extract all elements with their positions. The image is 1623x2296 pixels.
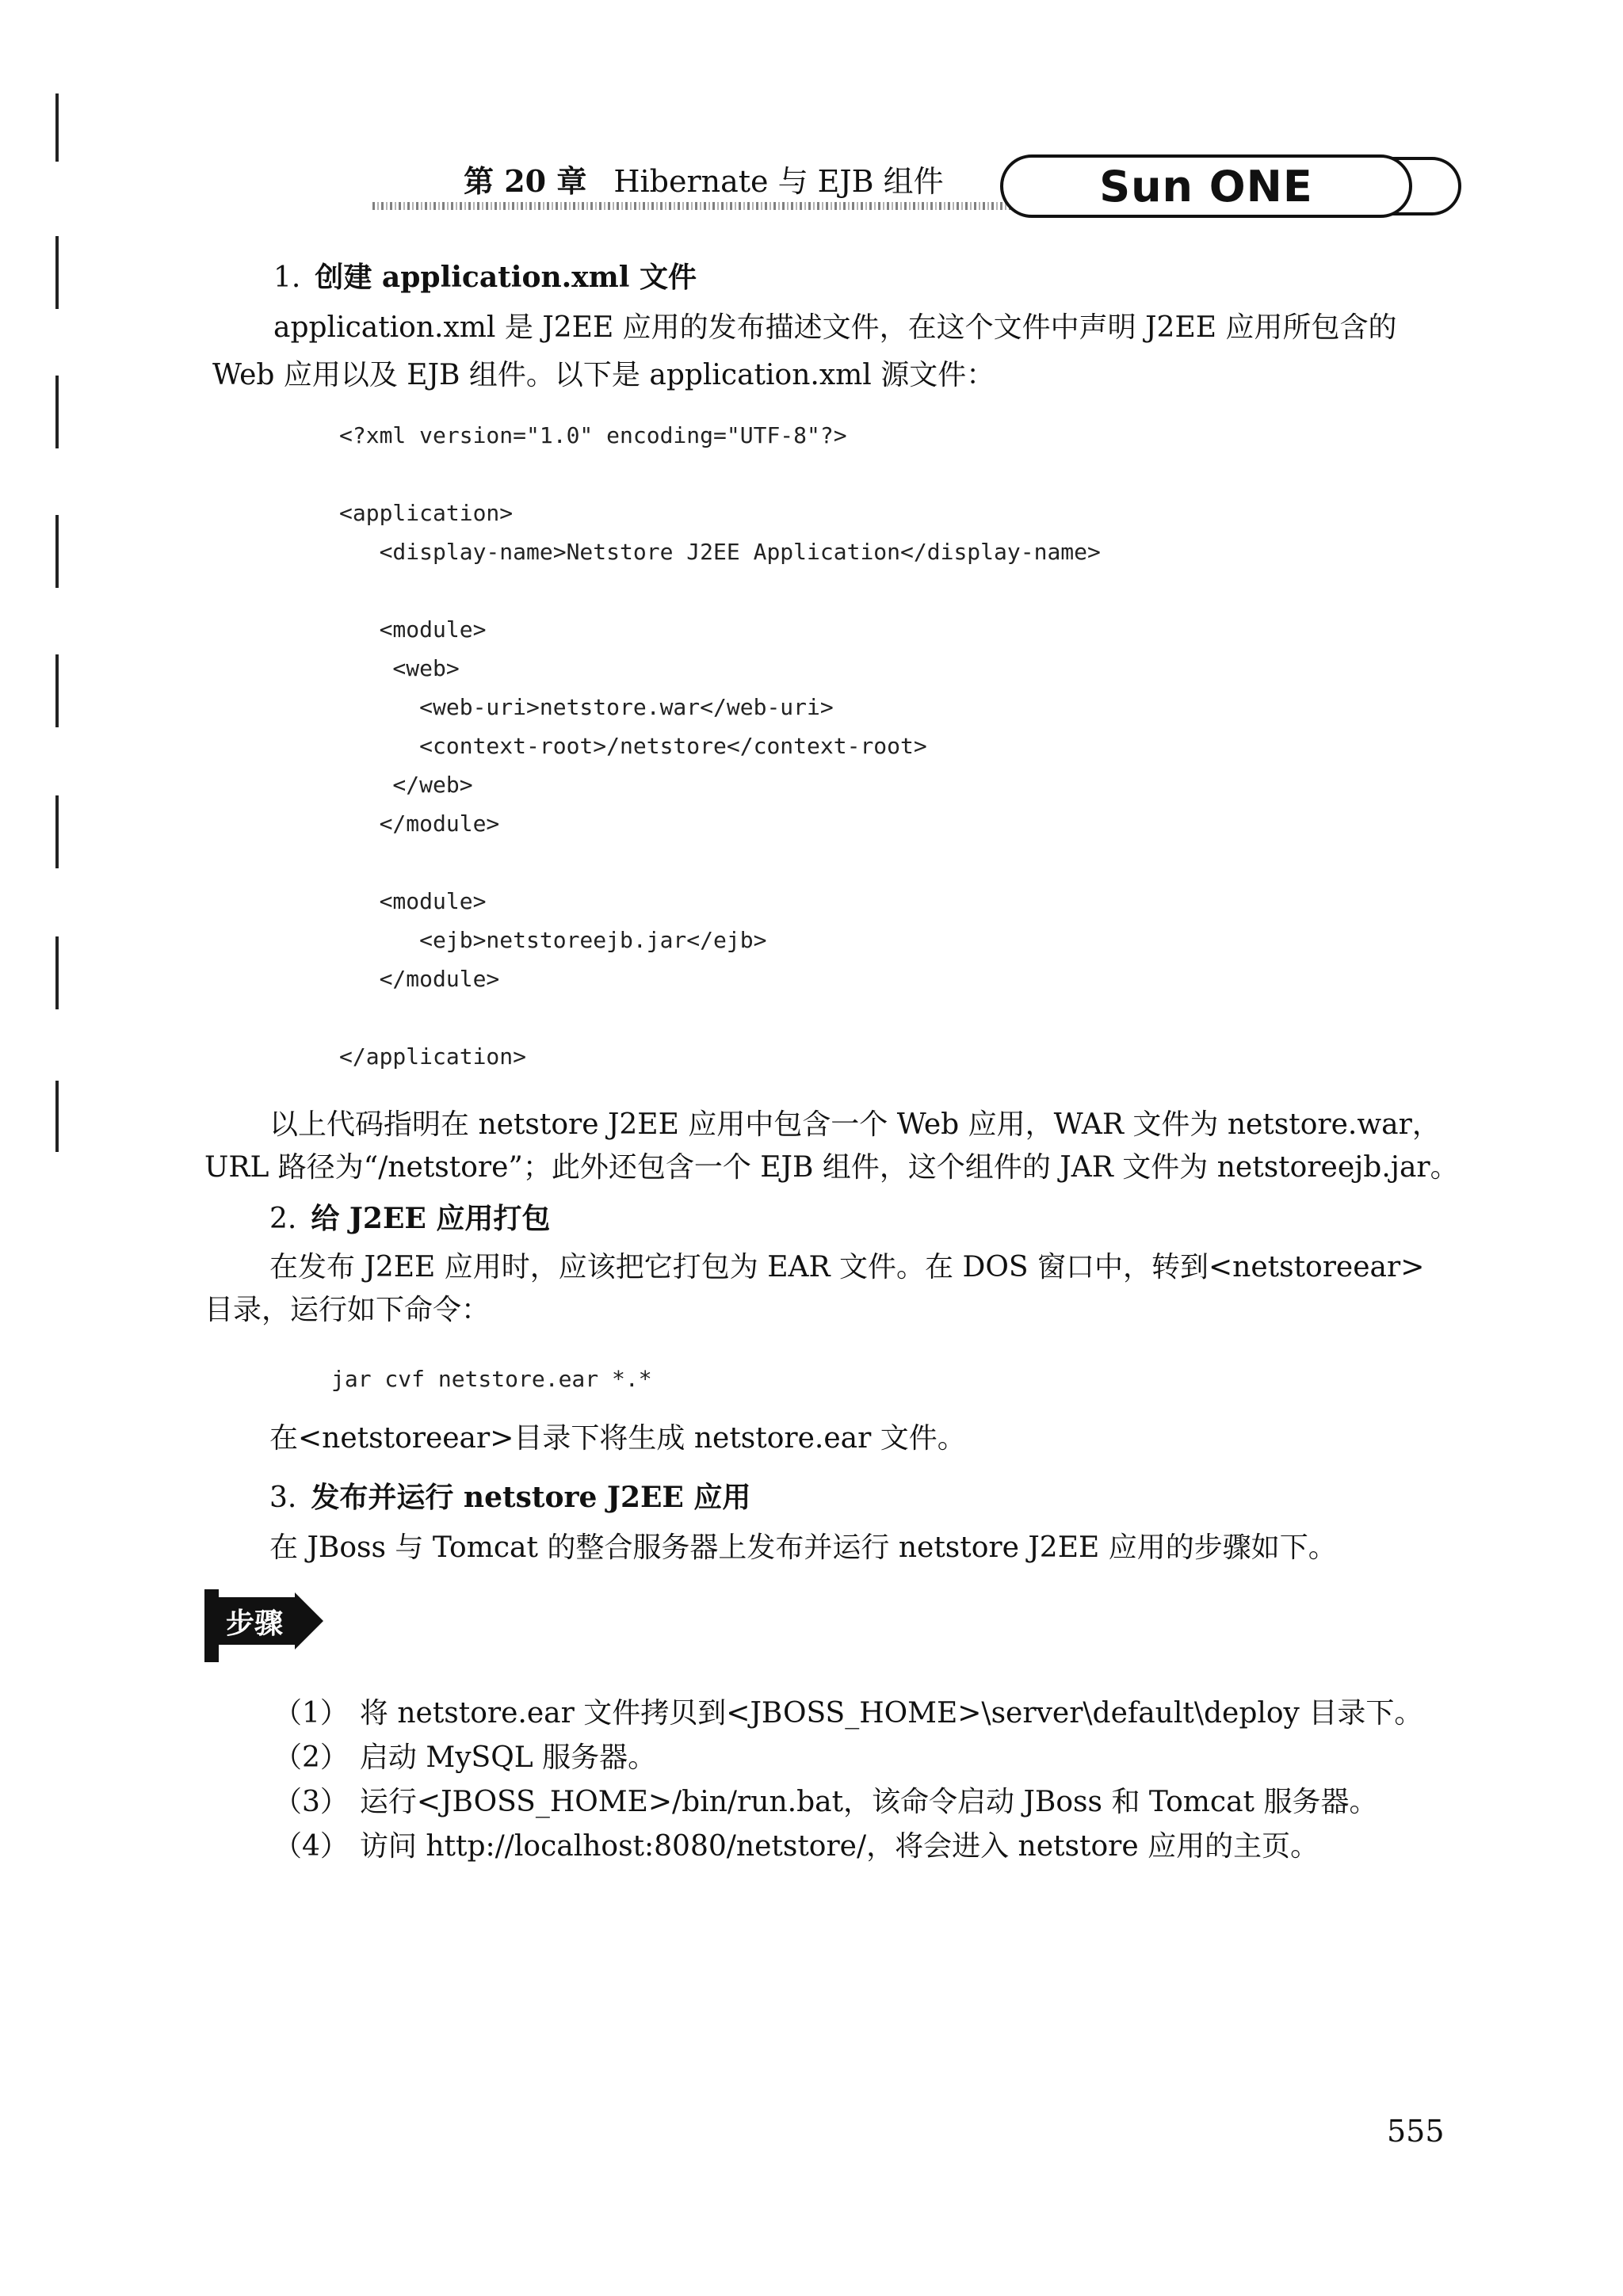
para-packaging [269,1244,1424,1291]
page-number: 555 [1387,2114,1445,2149]
header-rule [372,202,1022,210]
binding-mark [55,376,59,448]
section-heading-3 [269,1475,750,1516]
binding-mark [55,1081,59,1152]
step-item [273,1779,1377,1820]
code-jar-command: jar cvf netstore.ear *.* [331,1366,652,1392]
step-item [273,1824,1319,1864]
step-item [273,1735,656,1775]
badge-label: 步骤 [212,1597,296,1645]
binding-mark [55,654,59,727]
para-ear-result [269,1415,966,1463]
step-text: 启动 MySQL 服务器。 [359,1741,657,1774]
para-application-xml [273,304,1396,352]
para-line: application.xml 是 J2EE 应用的发布描述文件，在这个文件中声明 J2EE 应用所包含的 [273,311,1397,344]
para-code-summary-cont [204,1144,1459,1192]
badge-arrow-icon [295,1592,323,1650]
running-header [464,157,944,200]
step-text: 访问 http://localhost:8080/netstore/，将会进入 netstore 应用的主页。 [359,1830,1319,1863]
para-line: 在 JBoss 与 Tomcat 的整合服务器上发布并运行 netstore J2EE 应用的步骤如下。 [269,1531,1337,1564]
chapter-title: Hibernate 与 EJB 组件 [613,164,944,199]
binding-mark [55,93,59,162]
para-line: 目录，运行如下命令： [204,1294,491,1326]
section-number: 2. [269,1203,297,1235]
para-application-xml-cont [212,352,995,399]
binding-mark [55,515,59,588]
para-code-summary [269,1101,1441,1149]
step-text: 将 netstore.ear 文件拷贝到<JBOSS_HOME>\server\default\deploy 目录下。 [359,1697,1423,1730]
code-application-xml: <?xml version="1.0" encoding="UTF-8"?> <application> <display-name>Netstore J2EE Application</display-name> <module> <web> <web-uri>netstore.war</web-uri> <context-root>/netstore</context-root> </web> </module> <module> <ejb>netstoreejb.jar</ejb> </module> </application> [339,422,1101,1070]
para-line: URL 路径为“/netstore”；此外还包含一个 EJB 组件，这个组件的 JAR 文件为 netstoreejb.jar。 [204,1151,1459,1184]
section-title: 创建 application.xml 文件 [315,261,697,294]
section-title: 发布并运行 netstore J2EE 应用 [311,1481,751,1514]
binding-mark [55,936,59,1009]
para-line: 以上代码指明在 netstore J2EE 应用中包含一个 Web 应用，WAR 文件为 netstore.war， [269,1108,1441,1141]
para-deploy-intro [269,1524,1337,1572]
step-number: （2） [273,1741,349,1774]
section-number: 3. [269,1482,297,1514]
step-number: （1） [273,1697,349,1730]
sun-one-logo: Sun ONE [1000,154,1412,218]
para-packaging-cont [204,1287,490,1334]
step-number: （4） [273,1830,349,1863]
step-text: 运行<JBOSS_HOME>/bin/run.bat，该命令启动 JBoss 和 Tomcat 服务器。 [359,1786,1378,1818]
step-item [273,1691,1423,1731]
para-line: 在发布 J2EE 应用时，应该把它打包为 EAR 文件。在 DOS 窗口中，转到<netstoreear> [269,1251,1425,1283]
section-title: 给 J2EE 应用打包 [311,1202,551,1235]
section-heading-1 [273,255,697,296]
binding-mark [55,236,59,309]
steps-badge [204,1583,331,1662]
binding-mark [55,795,59,868]
section-heading-2 [269,1196,550,1237]
para-line: 在<netstoreear>目录下将生成 netstore.ear 文件。 [269,1422,966,1455]
section-number: 1. [273,261,301,294]
chapter-label: 第 20 章 [464,163,587,199]
step-number: （3） [273,1786,349,1818]
para-line: Web 应用以及 EJB 组件。以下是 application.xml 源文件： [212,359,995,391]
